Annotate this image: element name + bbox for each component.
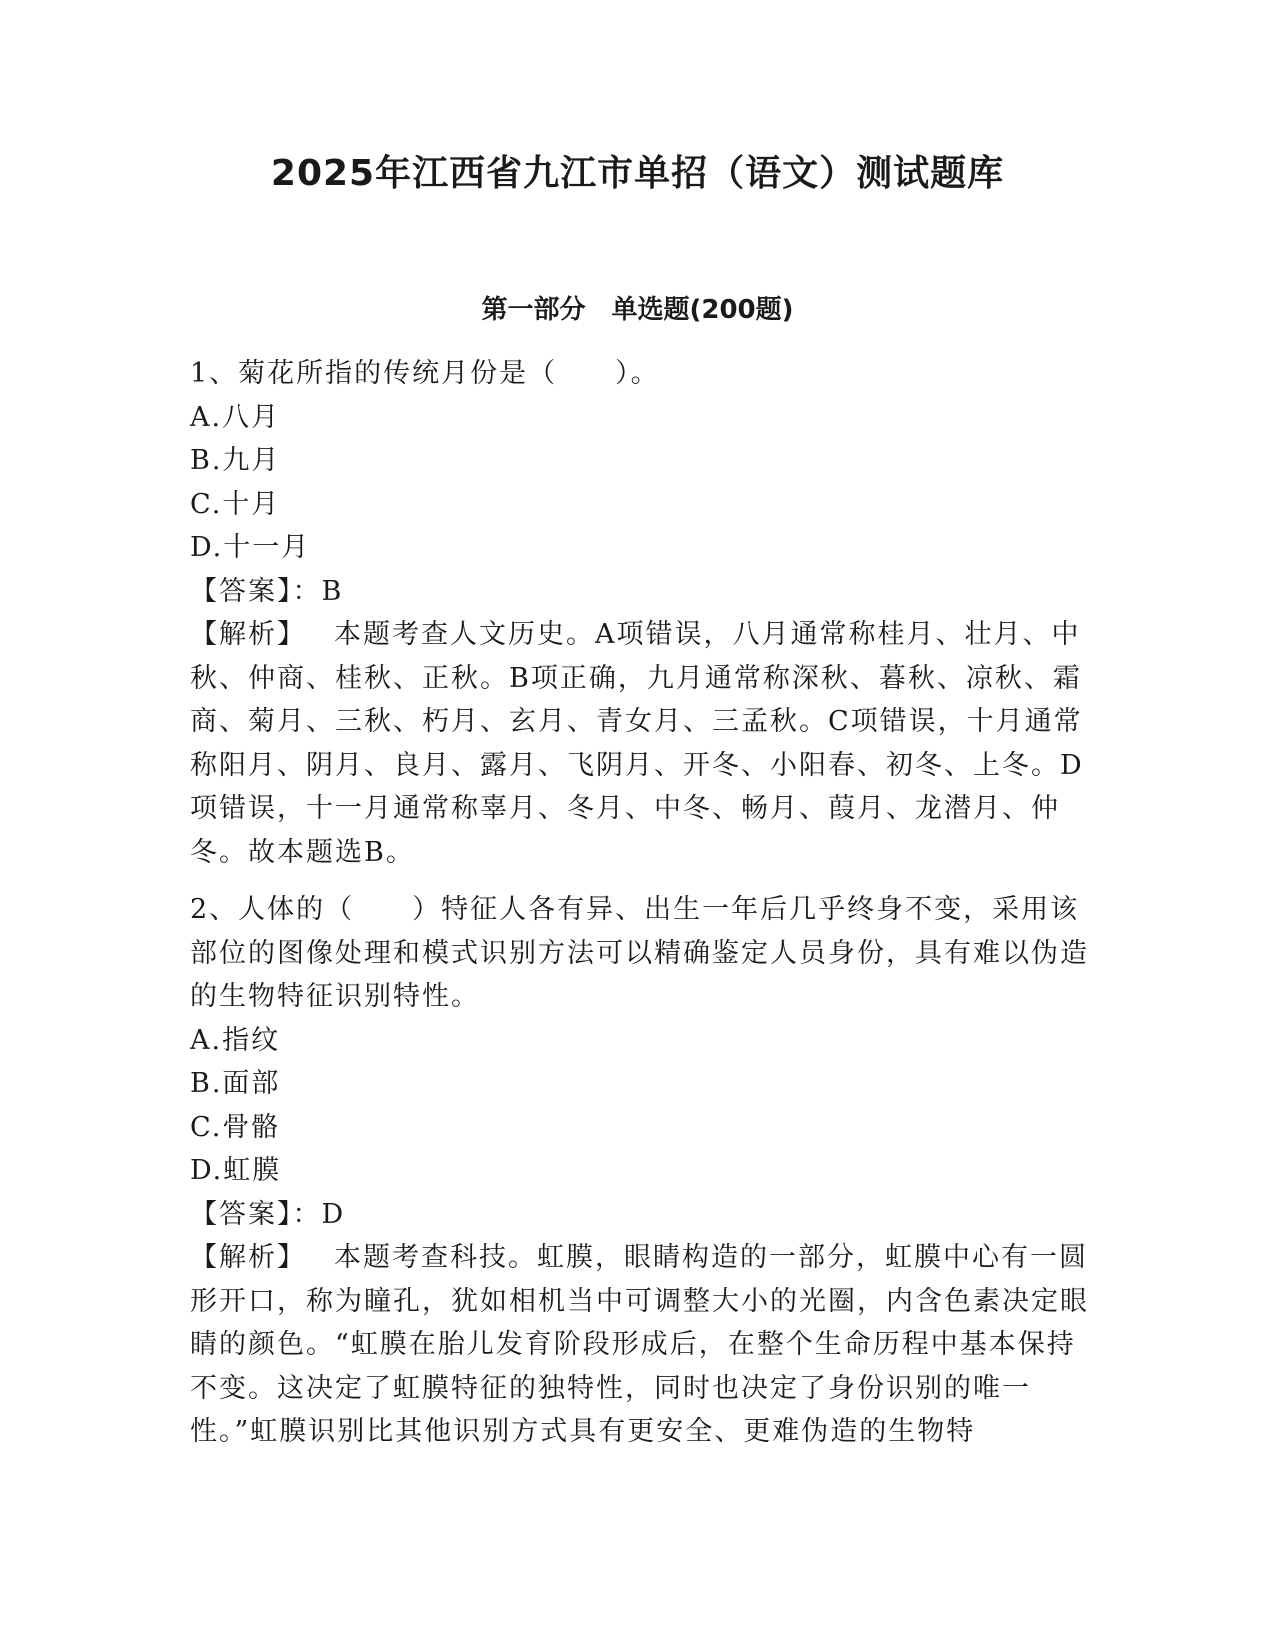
question-list [190,352,1090,1468]
question-stem: 2、人体的（ ）特征人各有异、出生一年后几乎终身不变，采用该部位的图像处理和模式识别方法可以精确鉴定人员身份，具有难以伪造的生物特征识别特性。 [190,894,1089,1012]
question-2 [190,888,1090,1454]
answer-line: 【答案】：D [190,1198,346,1230]
analysis-label: 【解析】 [190,619,306,650]
option-c: C.骨骼 [190,1111,281,1143]
analysis-label: 【解析】 [190,1242,306,1273]
question-stem: 1、菊花所指的传统月份是（ ）。 [190,358,660,389]
answer-line: 【答案】：B [190,575,344,607]
analysis-text: 本题考查人文历史。A项错误，八月通常称桂月、壮月、中秋、仲商、桂秋、正秋。B项正确，九月通常称深秋、暮秋、凉秋、霜商、菊月、三秋、朽月、玄月、青女月、三孟秋。C项错误，十月通常称阳月、阴月、良月、露月、飞阴月、开冬、小阳春、初冬、上冬。D项错误，十一月通常称辜月、冬月、中冬、畅月、葭月、龙潜月、仲冬。故本题选B。 [190,619,1084,868]
analysis-text: 本题考查科技。虹膜，眼睛构造的一部分，虹膜中心有一圆形开口，称为瞳孔，犹如相机当中可调整大小的光圈，内含色素决定眼睛的颜色。“虹膜在胎儿发育阶段形成后，在整个生命历程中基本保持不变。这决定了虹膜特征的独特性，同时也决定了身份识别的唯一性。”虹膜识别比其他识别方式具有更安全、更难伪造的生物特 [190,1242,1089,1447]
question-1 [190,352,1090,874]
analysis-paragraph [190,1236,1090,1454]
option-c: C.十月 [190,488,281,520]
option-d: D.虹膜 [190,1155,282,1186]
document-title: 2025年江西省九江市单招（语文）测试题库 [270,153,1005,194]
section-title: 第一部分 单选题(200题) [481,295,794,325]
option-a: A.指纹 [190,1024,281,1056]
option-a: A.八月 [190,401,281,433]
option-b: B.面部 [190,1068,281,1099]
option-d: D.十一月 [190,532,311,563]
analysis-paragraph [190,613,1090,874]
option-b: B.九月 [190,445,281,476]
